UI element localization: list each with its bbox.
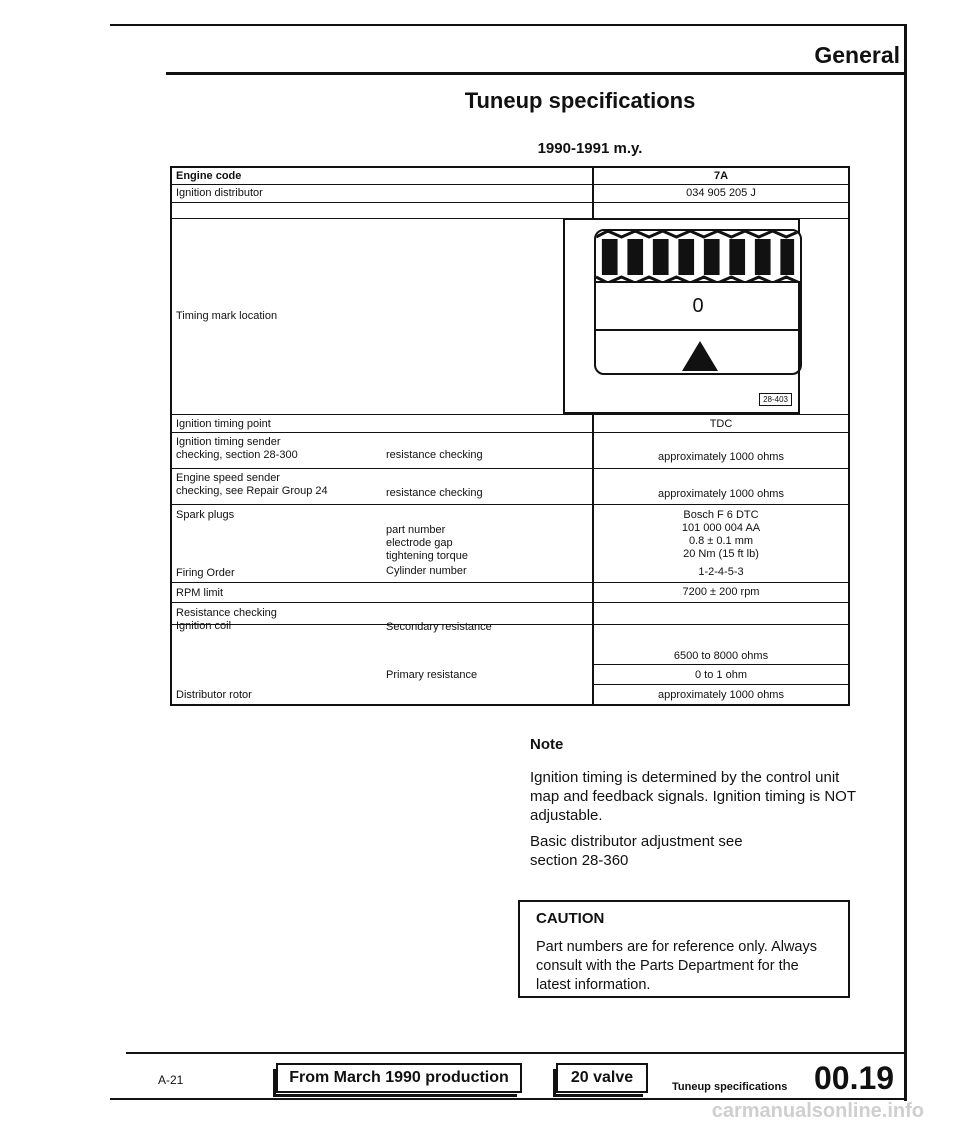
rpm-limit-label: RPM limit	[176, 587, 224, 599]
spark-torque-label: tightening torque	[386, 550, 468, 562]
resistance-check-label: Resistance checking	[176, 607, 277, 619]
right-frame-rule	[904, 24, 907, 1101]
engine-code-label: Engine code	[176, 170, 242, 182]
coil-secondary-value: 6500 to 8000 ohms	[673, 650, 769, 662]
note-paragraph-2: Basic distributor adjustment see section 28-360	[530, 833, 743, 869]
spark-gap-label: electrode gap	[386, 537, 453, 549]
caution-heading: CAUTION	[536, 910, 605, 927]
header-rule	[166, 72, 906, 75]
spark-torque-value: 20 Nm (15 ft lb)	[683, 548, 759, 560]
spark-label: Spark plugs	[176, 509, 235, 521]
coil-secondary-label: Secondary resistance	[386, 621, 492, 633]
timing-mark-figure	[563, 218, 800, 414]
sender-test: resistance checking	[386, 449, 483, 461]
coil-primary-label: Primary resistance	[386, 669, 478, 681]
sender-label-2: checking, section 28-300	[176, 449, 298, 461]
figure-tag: 28-403	[759, 393, 792, 406]
spark-part-value: 101 000 004 AA	[681, 522, 761, 534]
section-label: General	[814, 42, 900, 68]
speed-label-2: checking, see Repair Group 24	[176, 485, 328, 497]
engine-code-value: 7A	[713, 170, 729, 182]
timing-point-value: TDC	[709, 418, 733, 430]
speed-value: approximately 1000 ohms	[658, 488, 784, 500]
footer-spec-label: Tuneup specifications	[672, 1081, 788, 1093]
spark-gap-value: 0.8 ± 0.1 mm	[688, 535, 754, 547]
speed-test: resistance checking	[386, 487, 483, 499]
sender-label-1: Ignition timing sender	[176, 436, 281, 448]
rotor-value: approximately 1000 ohms	[658, 689, 784, 701]
note-heading: Note	[530, 736, 564, 753]
page-ref: A-21	[158, 1073, 184, 1087]
valve-box: 20 valve	[556, 1063, 648, 1093]
pointer-triangle-icon	[682, 341, 718, 371]
spark-brand-value: Bosch F 6 DTC	[683, 509, 759, 521]
caution-box	[518, 900, 850, 998]
timing-point-label: Ignition timing point	[176, 418, 271, 430]
tuneup-spec-table	[170, 166, 850, 706]
production-box: From March 1990 production	[276, 1063, 522, 1093]
watermark: carmanualsonline.info	[711, 1100, 924, 1122]
page-number: 00.19	[814, 1060, 895, 1096]
page-title: Tuneup specifications	[464, 88, 696, 113]
caution-text: Part numbers are for reference only. Always consult with the Parts Department for the latest information.	[536, 939, 817, 993]
footer-rule	[126, 1052, 906, 1054]
timing-zero-mark: 0	[692, 295, 704, 317]
model-year-subtitle: 1990-1991 m.y.	[537, 140, 643, 157]
rpm-limit-value: 7200 ± 200 rpm	[682, 586, 760, 598]
coil-primary-value: 0 to 1 ohm	[695, 669, 747, 681]
top-frame-rule	[110, 24, 906, 26]
rotor-label: Distributor rotor	[176, 689, 252, 701]
timing-mark-label: Timing mark location	[176, 310, 278, 322]
distributor-value: 034 905 205 J	[686, 187, 756, 199]
note-paragraph-1: Ignition timing is determined by the control unit map and feedback signals. Ignition timing is NOT adjustable.	[530, 769, 856, 824]
flywheel-teeth-icon	[596, 231, 800, 283]
speed-label-1: Engine speed sender	[176, 472, 280, 484]
spark-part-label: part number	[386, 524, 446, 536]
firing-order-test: Cylinder number	[386, 565, 467, 577]
firing-order-label: Firing Order	[176, 567, 235, 579]
ignition-coil-label: Ignition coil	[176, 620, 232, 632]
distributor-label: Ignition distributor	[176, 187, 263, 199]
firing-order-value: 1-2-4-5-3	[698, 566, 744, 578]
sender-value: approximately 1000 ohms	[658, 451, 784, 463]
flywheel-window	[594, 229, 802, 375]
